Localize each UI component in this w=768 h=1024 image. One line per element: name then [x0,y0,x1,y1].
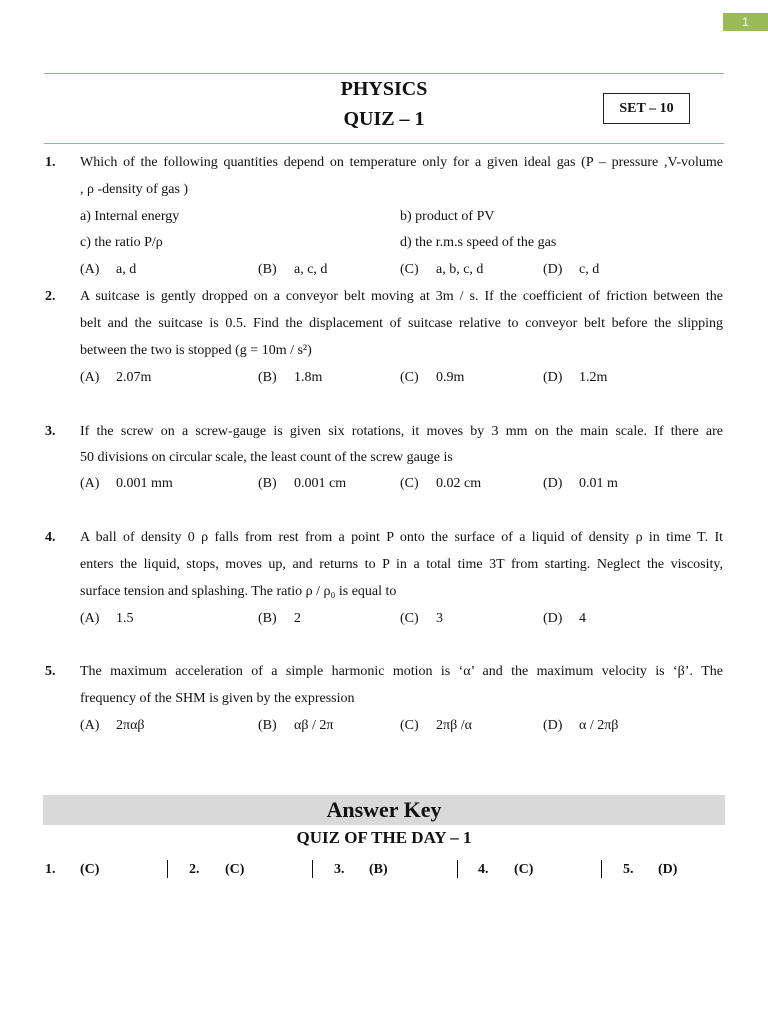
option-a: (A) a, d [80,262,137,277]
option-b: (B) 2 [258,611,301,626]
answer-number: 1. [45,862,56,877]
option-c: (C) 0.9m [400,370,465,385]
answer-number: 5. [623,862,634,877]
question-text-line: enters the liquid, stops, moves up, and returns to P in a total time 3T from starting. Neglect the viscosity, [80,557,723,572]
answer-divider [167,860,168,878]
subject-title: PHYSICS [340,78,428,100]
question-text-line: , ρ -density of gas ) [80,182,189,197]
answer-number: 3. [334,862,345,877]
option-d: (D) 0.01 m [543,476,618,491]
option-d: (D) α / 2πβ [543,718,619,733]
answer-key-heading: Answer Key [43,795,725,825]
option-a: (A) 1.5 [80,611,134,626]
answer-value: (C) [514,862,534,877]
option-b: (B) 0.001 cm [258,476,347,491]
answer-divider [457,860,458,878]
subpart-a: a) Internal energy [80,209,180,224]
quiz-title: QUIZ – 1 [343,108,425,130]
answer-value: (C) [80,862,100,877]
option-c: (C) 0.02 cm [400,476,482,491]
question-text-line: frequency of the SHM is given by the expression [80,691,355,706]
option-d: (D) 1.2m [543,370,608,385]
question-text-line: 50 divisions on circular scale, the least count of the screw gauge is [80,450,453,465]
option-d: (D) 4 [543,611,586,626]
page-number-badge: 1 [723,13,768,31]
header-top-rule [44,73,724,74]
question-number: 3. [45,424,56,439]
option-c: (C) 3 [400,611,443,626]
header-bottom-rule [44,143,724,144]
answer-number: 2. [189,862,200,877]
set-label-box: SET – 10 [603,93,690,124]
question-text-line: If the screw on a screw-gauge is given six rotations, it moves by 3 mm on the main scale. If there are [80,424,723,439]
answer-value: (B) [369,862,388,877]
subpart-b: b) product of PV [400,209,495,224]
option-b: (B) 1.8m [258,370,323,385]
question-number: 2. [45,289,56,304]
question-text-line: The maximum acceleration of a simple harmonic motion is ‘α’ and the maximum velocity is ‘β’. The [80,664,723,679]
subpart-d: d) the r.m.s speed of the gas [400,235,557,250]
option-b: (B) a, c, d [258,262,328,277]
question-number: 1. [45,155,56,170]
question-text-line: belt and the suitcase is 0.5. Find the displacement of suitcase relative to conveyor belt before the slipping [80,316,723,331]
question-text-line: surface tension and splashing. The ratio ρ / ρ₀ is equal to [80,584,397,599]
question-number: 5. [45,664,56,679]
answer-divider [601,860,602,878]
option-c: (C) a, b, c, d [400,262,484,277]
question-text-line: Which of the following quantities depend on temperature only for a given ideal gas (P – pressure ,V-volume [80,155,723,170]
answer-divider [312,860,313,878]
option-a: (A) 0.001 mm [80,476,173,491]
question-text-line: A ball of density 0 ρ falls from rest from a point P onto the surface of a liquid of density ρ in time T. It [80,530,723,545]
answer-number: 4. [478,862,489,877]
option-c: (C) 2πβ /α [400,718,472,733]
question-text-line: A suitcase is gently dropped on a conveyor belt moving at 3m / s. If the coefficient of friction between the [80,289,723,304]
option-a: (A) 2παβ [80,718,145,733]
subpart-c: c) the ratio P/ρ [80,235,163,250]
option-b: (B) αβ / 2π [258,718,334,733]
option-d: (D) c, d [543,262,600,277]
answer-value: (D) [658,862,678,877]
question-number: 4. [45,530,56,545]
question-text-line: between the two is stopped (g = 10m / s²) [80,343,312,358]
answer-value: (C) [225,862,245,877]
answer-key-subtitle: QUIZ OF THE DAY – 1 [296,828,472,847]
option-a: (A) 2.07m [80,370,152,385]
